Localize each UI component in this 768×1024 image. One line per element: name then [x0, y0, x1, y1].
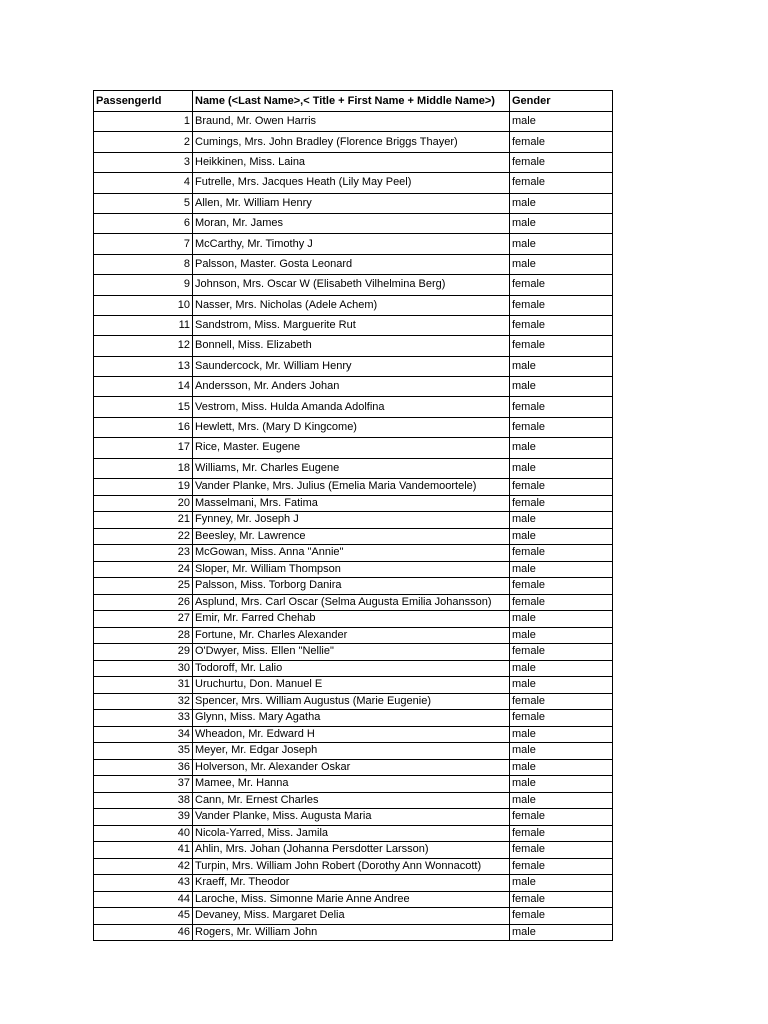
cell-gender: male [510, 254, 613, 274]
cell-gender: male [510, 792, 613, 809]
table-row [94, 315, 613, 335]
cell-gender: female [510, 336, 613, 356]
cell-name: Todoroff, Mr. Lalio [193, 660, 510, 677]
cell-passenger-id: 21 [94, 512, 193, 529]
cell-passenger-id: 8 [94, 254, 193, 274]
cell-passenger-id: 35 [94, 743, 193, 760]
cell-passenger-id: 31 [94, 677, 193, 694]
cell-passenger-id: 19 [94, 479, 193, 496]
table-row [94, 458, 613, 478]
cell-passenger-id: 14 [94, 377, 193, 397]
header-row [94, 91, 613, 112]
table-row [94, 858, 613, 875]
table-row [94, 825, 613, 842]
cell-passenger-id: 37 [94, 776, 193, 793]
cell-gender: female [510, 842, 613, 859]
cell-name: Andersson, Mr. Anders Johan [193, 377, 510, 397]
table-body [94, 112, 613, 941]
table-row [94, 875, 613, 892]
cell-gender: male [510, 438, 613, 458]
cell-name: Emir, Mr. Farred Chehab [193, 611, 510, 628]
cell-passenger-id: 29 [94, 644, 193, 661]
cell-gender: male [510, 776, 613, 793]
cell-gender: female [510, 545, 613, 562]
cell-name: Nicola-Yarred, Miss. Jamila [193, 825, 510, 842]
header-name: Name (<Last Name>,< Title + First Name + Middle Name>) [193, 91, 510, 112]
cell-name: Futrelle, Mrs. Jacques Heath (Lily May Peel) [193, 173, 510, 193]
cell-name: Kraeff, Mr. Theodor [193, 875, 510, 892]
cell-gender: female [510, 397, 613, 417]
table-row [94, 710, 613, 727]
cell-passenger-id: 30 [94, 660, 193, 677]
cell-gender: female [510, 495, 613, 512]
cell-name: Williams, Mr. Charles Eugene [193, 458, 510, 478]
cell-passenger-id: 28 [94, 627, 193, 644]
passenger-table [93, 90, 613, 941]
cell-gender: male [510, 743, 613, 760]
cell-gender: male [510, 611, 613, 628]
cell-passenger-id: 16 [94, 417, 193, 437]
table-row [94, 842, 613, 859]
cell-gender: male [510, 660, 613, 677]
cell-gender: male [510, 193, 613, 213]
table-row [94, 193, 613, 213]
cell-passenger-id: 13 [94, 356, 193, 376]
table-row [94, 594, 613, 611]
cell-passenger-id: 12 [94, 336, 193, 356]
cell-gender: female [510, 858, 613, 875]
cell-passenger-id: 39 [94, 809, 193, 826]
cell-gender: male [510, 627, 613, 644]
table-row [94, 495, 613, 512]
cell-passenger-id: 10 [94, 295, 193, 315]
cell-gender: male [510, 512, 613, 529]
cell-name: O'Dwyer, Miss. Ellen "Nellie" [193, 644, 510, 661]
cell-gender: male [510, 924, 613, 941]
cell-name: Sandstrom, Miss. Marguerite Rut [193, 315, 510, 335]
cell-gender: male [510, 112, 613, 132]
cell-passenger-id: 17 [94, 438, 193, 458]
cell-gender: male [510, 356, 613, 376]
cell-gender: female [510, 417, 613, 437]
cell-name: Sloper, Mr. William Thompson [193, 561, 510, 578]
cell-passenger-id: 24 [94, 561, 193, 578]
cell-name: Glynn, Miss. Mary Agatha [193, 710, 510, 727]
table-row [94, 275, 613, 295]
cell-name: Wheadon, Mr. Edward H [193, 726, 510, 743]
table-row [94, 660, 613, 677]
table-row [94, 693, 613, 710]
cell-passenger-id: 38 [94, 792, 193, 809]
table-row [94, 759, 613, 776]
table-row [94, 578, 613, 595]
cell-passenger-id: 27 [94, 611, 193, 628]
cell-name: Devaney, Miss. Margaret Delia [193, 908, 510, 925]
table-row [94, 112, 613, 132]
cell-name: Fortune, Mr. Charles Alexander [193, 627, 510, 644]
cell-passenger-id: 1 [94, 112, 193, 132]
cell-name: Vander Planke, Miss. Augusta Maria [193, 809, 510, 826]
table-row [94, 377, 613, 397]
table-row [94, 627, 613, 644]
cell-gender: female [510, 710, 613, 727]
cell-gender: male [510, 213, 613, 233]
cell-gender: female [510, 825, 613, 842]
table-row [94, 809, 613, 826]
cell-passenger-id: 36 [94, 759, 193, 776]
cell-gender: female [510, 594, 613, 611]
cell-passenger-id: 43 [94, 875, 193, 892]
cell-gender: male [510, 234, 613, 254]
cell-name: Palsson, Miss. Torborg Danira [193, 578, 510, 595]
cell-gender: male [510, 759, 613, 776]
cell-passenger-id: 32 [94, 693, 193, 710]
cell-name: Rice, Master. Eugene [193, 438, 510, 458]
header-gender: Gender [510, 91, 613, 112]
cell-gender: female [510, 908, 613, 925]
cell-gender: female [510, 809, 613, 826]
cell-gender: female [510, 891, 613, 908]
table-row [94, 528, 613, 545]
cell-gender: male [510, 677, 613, 694]
cell-name: Vander Planke, Mrs. Julius (Emelia Maria Vandemoortele) [193, 479, 510, 496]
cell-passenger-id: 33 [94, 710, 193, 727]
cell-passenger-id: 7 [94, 234, 193, 254]
cell-gender: female [510, 295, 613, 315]
cell-name: Mamee, Mr. Hanna [193, 776, 510, 793]
cell-gender: female [510, 132, 613, 152]
cell-name: Palsson, Master. Gosta Leonard [193, 254, 510, 274]
cell-name: Cann, Mr. Ernest Charles [193, 792, 510, 809]
cell-passenger-id: 44 [94, 891, 193, 908]
cell-gender: male [510, 875, 613, 892]
table-row [94, 908, 613, 925]
cell-name: Cumings, Mrs. John Bradley (Florence Briggs Thayer) [193, 132, 510, 152]
table-row [94, 152, 613, 172]
cell-name: Hewlett, Mrs. (Mary D Kingcome) [193, 417, 510, 437]
cell-name: Vestrom, Miss. Hulda Amanda Adolfina [193, 397, 510, 417]
cell-name: Rogers, Mr. William John [193, 924, 510, 941]
cell-passenger-id: 25 [94, 578, 193, 595]
cell-name: Turpin, Mrs. William John Robert (Dorothy Ann Wonnacott) [193, 858, 510, 875]
cell-gender: female [510, 315, 613, 335]
cell-passenger-id: 46 [94, 924, 193, 941]
table-row [94, 173, 613, 193]
cell-gender: male [510, 458, 613, 478]
table-row [94, 295, 613, 315]
table-row [94, 417, 613, 437]
cell-gender: male [510, 561, 613, 578]
cell-name: Masselmani, Mrs. Fatima [193, 495, 510, 512]
table-row [94, 397, 613, 417]
cell-name: Moran, Mr. James [193, 213, 510, 233]
table-row [94, 891, 613, 908]
table-row [94, 611, 613, 628]
table-row [94, 132, 613, 152]
cell-passenger-id: 18 [94, 458, 193, 478]
cell-passenger-id: 42 [94, 858, 193, 875]
cell-name: Uruchurtu, Don. Manuel E [193, 677, 510, 694]
cell-name: Braund, Mr. Owen Harris [193, 112, 510, 132]
cell-name: Nasser, Mrs. Nicholas (Adele Achem) [193, 295, 510, 315]
table-row [94, 545, 613, 562]
cell-name: Johnson, Mrs. Oscar W (Elisabeth Vilhelmina Berg) [193, 275, 510, 295]
cell-name: Holverson, Mr. Alexander Oskar [193, 759, 510, 776]
cell-name: Laroche, Miss. Simonne Marie Anne Andree [193, 891, 510, 908]
cell-passenger-id: 11 [94, 315, 193, 335]
cell-name: Allen, Mr. William Henry [193, 193, 510, 213]
table-row [94, 743, 613, 760]
cell-passenger-id: 40 [94, 825, 193, 842]
table-row [94, 356, 613, 376]
cell-name: Ahlin, Mrs. Johan (Johanna Persdotter Larsson) [193, 842, 510, 859]
cell-passenger-id: 45 [94, 908, 193, 925]
cell-passenger-id: 4 [94, 173, 193, 193]
cell-passenger-id: 22 [94, 528, 193, 545]
cell-gender: female [510, 644, 613, 661]
cell-passenger-id: 26 [94, 594, 193, 611]
cell-passenger-id: 6 [94, 213, 193, 233]
cell-name: Meyer, Mr. Edgar Joseph [193, 743, 510, 760]
cell-name: Asplund, Mrs. Carl Oscar (Selma Augusta Emilia Johansson) [193, 594, 510, 611]
table-row [94, 213, 613, 233]
cell-gender: female [510, 693, 613, 710]
cell-passenger-id: 34 [94, 726, 193, 743]
cell-gender: female [510, 152, 613, 172]
cell-gender: female [510, 578, 613, 595]
table-row [94, 792, 613, 809]
cell-gender: female [510, 173, 613, 193]
cell-gender: male [510, 726, 613, 743]
cell-passenger-id: 41 [94, 842, 193, 859]
table-row [94, 726, 613, 743]
table-row [94, 924, 613, 941]
cell-passenger-id: 9 [94, 275, 193, 295]
cell-name: McGowan, Miss. Anna "Annie" [193, 545, 510, 562]
cell-passenger-id: 20 [94, 495, 193, 512]
cell-name: Heikkinen, Miss. Laina [193, 152, 510, 172]
table-row [94, 336, 613, 356]
table-row [94, 512, 613, 529]
cell-gender: male [510, 377, 613, 397]
cell-passenger-id: 2 [94, 132, 193, 152]
table-row [94, 677, 613, 694]
cell-name: Bonnell, Miss. Elizabeth [193, 336, 510, 356]
cell-name: McCarthy, Mr. Timothy J [193, 234, 510, 254]
cell-passenger-id: 23 [94, 545, 193, 562]
cell-gender: male [510, 528, 613, 545]
cell-name: Spencer, Mrs. William Augustus (Marie Eugenie) [193, 693, 510, 710]
cell-passenger-id: 3 [94, 152, 193, 172]
cell-passenger-id: 5 [94, 193, 193, 213]
cell-name: Fynney, Mr. Joseph J [193, 512, 510, 529]
table-row [94, 644, 613, 661]
table-row [94, 234, 613, 254]
header-passenger-id: PassengerId [94, 91, 193, 112]
table-row [94, 254, 613, 274]
table-row [94, 479, 613, 496]
table-row [94, 561, 613, 578]
table-row [94, 438, 613, 458]
cell-gender: female [510, 479, 613, 496]
cell-name: Saundercock, Mr. William Henry [193, 356, 510, 376]
table-row [94, 776, 613, 793]
cell-passenger-id: 15 [94, 397, 193, 417]
cell-gender: female [510, 275, 613, 295]
cell-name: Beesley, Mr. Lawrence [193, 528, 510, 545]
